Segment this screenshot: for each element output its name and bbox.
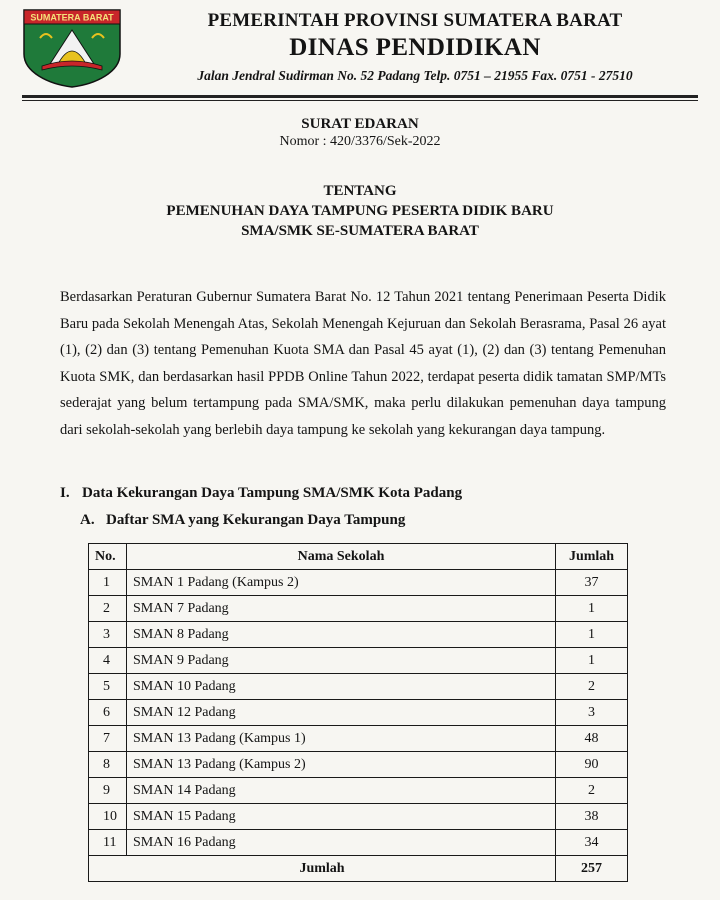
document-type: SURAT EDARAN (301, 116, 419, 132)
svg-text:SUMATERA BARAT: SUMATERA BARAT (30, 12, 114, 23)
document-number: Nomor : 420/3376/Sek-2022 (279, 134, 441, 149)
letterhead-agency: DINAS PENDIDIKAN (289, 34, 541, 61)
subject-line-2: SMA/SMK SE-SUMATERA BARAT (241, 223, 479, 239)
provincial-emblem-logo (20, 8, 124, 88)
row-number-cell: 10 (89, 804, 127, 830)
school-name-cell: SMAN 7 Padang (127, 596, 556, 622)
total-value: 257 (556, 856, 628, 882)
count-cell: 2 (556, 674, 628, 700)
letterhead-address: Jalan Jendral Sudirman No. 52 Padang Telp. 0751 – 21955 Fax. 0751 - 27510 (197, 68, 633, 83)
count-cell: 1 (556, 622, 628, 648)
row-number-cell: 7 (89, 726, 127, 752)
subsection-heading (80, 512, 405, 529)
count-cell: 2 (556, 778, 628, 804)
count-cell: 48 (556, 726, 628, 752)
table-row (89, 648, 628, 674)
subject-line-1: PEMENUHAN DAYA TAMPUNG PESERTA DIDIK BARU (166, 203, 554, 219)
table-body (89, 570, 628, 856)
school-name-cell: SMAN 9 Padang (127, 648, 556, 674)
header-no: No. (89, 544, 127, 570)
total-label: Jumlah (89, 856, 556, 882)
subsection-title: Daftar SMA yang Kekurangan Daya Tampung (106, 512, 406, 528)
school-shortage-table (88, 543, 628, 882)
count-cell: 3 (556, 700, 628, 726)
row-number-cell: 5 (89, 674, 127, 700)
table-row (89, 674, 628, 700)
section-heading (60, 485, 462, 502)
row-number-cell: 9 (89, 778, 127, 804)
row-number-cell: 6 (89, 700, 127, 726)
row-number-cell: 11 (89, 830, 127, 856)
school-name-cell: SMAN 16 Padang (127, 830, 556, 856)
table-row (89, 700, 628, 726)
header-nama-sekolah: Nama Sekolah (127, 544, 556, 570)
subsection-letter: A. (80, 512, 95, 528)
count-cell: 1 (556, 648, 628, 674)
body-paragraph: Berdasarkan Peraturan Gubernur Sumatera Barat No. 12 Tahun 2021 tentang Penerimaan Peserta Didik Baru pada Sekolah Menengah Atas, Sekolah Menengah Kejuruan dan Sekolah Berasrama, Pasal 26 ayat (1), (2) dan (3) tentang Pemenuhan Kuota SMA dan Pasal 45 ayat (1), (2) dan (3) tentang Pemenuhan Kuota SMK, dan berdasarkan hasil PPDB Online Tahun 2022, terdapat peserta didik tamatan SMP/MTs sederajat yang belum tertampung pada SMA/SMK, maka perlu dilakukan pemenuhan daya tampung dari sekolah-sekolah yang berlebih daya tampung ke sekolah yang kekurangan daya tampung. (60, 289, 666, 438)
row-number-cell: 8 (89, 752, 127, 778)
school-name-cell: SMAN 13 Padang (Kampus 1) (127, 726, 556, 752)
table-row (89, 570, 628, 596)
school-name-cell: SMAN 15 Padang (127, 804, 556, 830)
section-number: I. (60, 485, 70, 501)
subject-heading: TENTANG (323, 183, 397, 199)
school-name-cell: SMAN 1 Padang (Kampus 2) (127, 570, 556, 596)
letterhead-government: PEMERINTAH PROVINSI SUMATERA BARAT (207, 10, 623, 31)
table-header-row (89, 544, 628, 570)
school-name-cell: SMAN 14 Padang (127, 778, 556, 804)
header-jumlah: Jumlah (556, 544, 628, 570)
table-row (89, 622, 628, 648)
count-cell: 37 (556, 570, 628, 596)
school-name-cell: SMAN 8 Padang (127, 622, 556, 648)
table-row (89, 778, 628, 804)
letterhead-rule-thin (22, 100, 698, 101)
row-number-cell: 2 (89, 596, 127, 622)
count-cell: 90 (556, 752, 628, 778)
table-row (89, 752, 628, 778)
section-title: Data Kekurangan Daya Tampung SMA/SMK Kota Padang (82, 485, 463, 501)
table-row (89, 726, 628, 752)
table-row (89, 596, 628, 622)
table-row (89, 804, 628, 830)
count-cell: 38 (556, 804, 628, 830)
row-number-cell: 4 (89, 648, 127, 674)
table-row (89, 830, 628, 856)
row-number-cell: 3 (89, 622, 127, 648)
school-name-cell: SMAN 10 Padang (127, 674, 556, 700)
count-cell: 1 (556, 596, 628, 622)
school-name-cell: SMAN 12 Padang (127, 700, 556, 726)
table-total-row (89, 856, 628, 882)
school-name-cell: SMAN 13 Padang (Kampus 2) (127, 752, 556, 778)
count-cell: 34 (556, 830, 628, 856)
row-number-cell: 1 (89, 570, 127, 596)
letterhead-rule-thick (22, 95, 698, 98)
